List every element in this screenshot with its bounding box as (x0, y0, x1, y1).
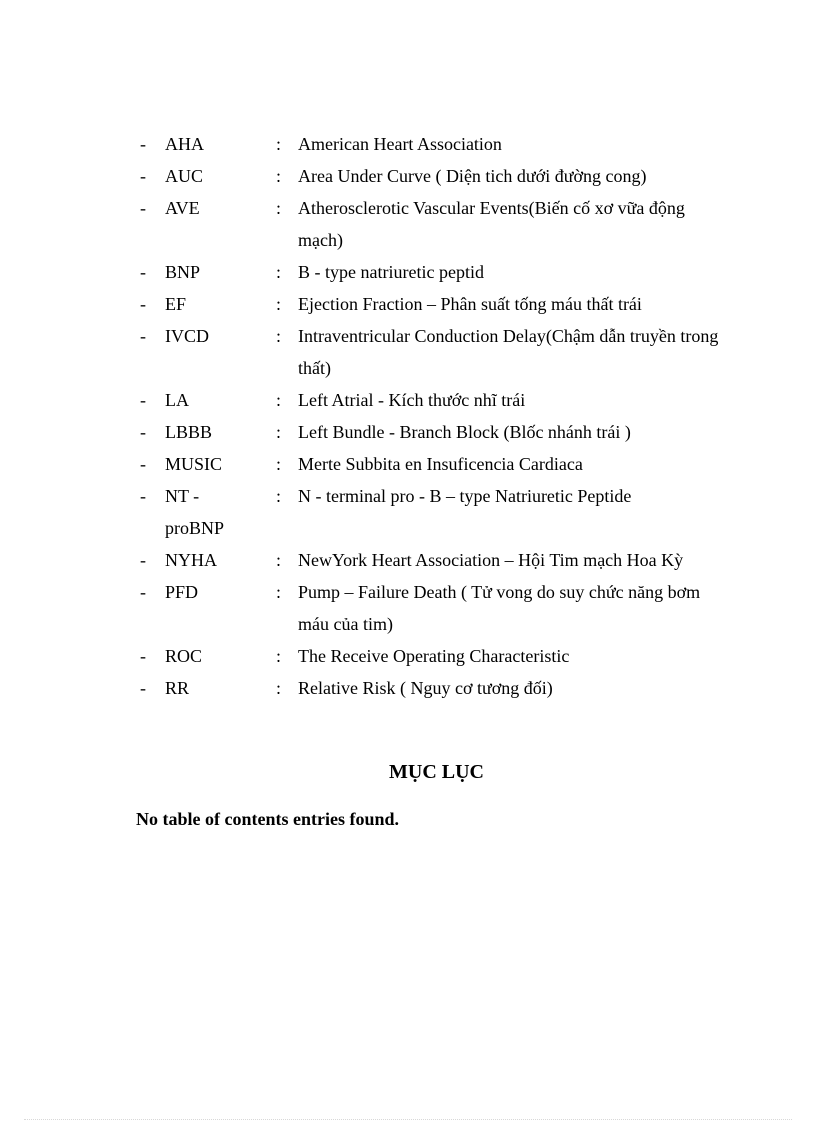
list-dash: - (140, 262, 146, 282)
separator-colon: : (276, 166, 282, 186)
abbreviation-term: AVE (165, 198, 200, 218)
abbreviation-row (0, 672, 816, 704)
abbreviation-row (0, 448, 816, 480)
list-dash: - (140, 390, 146, 410)
toc-empty-message: No table of contents entries found. (136, 809, 399, 829)
abbreviation-row (0, 128, 816, 160)
abbreviation-term: NT - proBNP (165, 486, 225, 538)
abbreviation-row (0, 192, 816, 256)
abbreviation-description: B - type natriuretic peptid (298, 262, 484, 282)
list-dash: - (140, 550, 146, 570)
abbreviation-description: Ejection Fraction – Phân suất tống máu thất trái (298, 294, 642, 314)
list-dash: - (140, 134, 146, 154)
abbreviation-row (0, 320, 816, 384)
abbreviation-description: The Receive Operating Characteristic (298, 646, 570, 666)
toc-heading: MỤC LỤC (389, 761, 484, 783)
abbreviation-term: AHA (165, 134, 204, 154)
abbreviation-row (0, 544, 816, 576)
abbreviation-row (0, 288, 816, 320)
separator-colon: : (276, 294, 282, 314)
abbreviation-row (0, 256, 816, 288)
abbreviation-term: NYHA (165, 550, 217, 570)
abbreviation-description: N - terminal pro - B – type Natriuretic Peptide (298, 486, 632, 506)
list-dash: - (140, 646, 146, 666)
abbreviation-description: Intraventricular Conduction Delay(Chậm dẫn truyền trong thất) (298, 326, 719, 378)
list-dash: - (140, 486, 146, 506)
abbreviation-term: ROC (165, 646, 203, 666)
abbreviation-description: Left Atrial - Kích thước nhĩ trái (298, 390, 526, 410)
page-bottom-divider (24, 1119, 792, 1120)
list-dash: - (140, 454, 146, 474)
abbreviation-row (0, 640, 816, 672)
abbreviation-description: Left Bundle - Branch Block (Blốc nhánh trái ) (298, 422, 631, 442)
abbreviation-term: MUSIC (165, 454, 223, 474)
abbreviation-row (0, 384, 816, 416)
separator-colon: : (276, 134, 282, 154)
abbreviation-list (0, 128, 816, 704)
separator-colon: : (276, 454, 282, 474)
abbreviation-row (0, 576, 816, 640)
separator-colon: : (276, 646, 282, 666)
list-dash: - (140, 198, 146, 218)
abbreviation-term: LBBB (165, 422, 213, 442)
separator-colon: : (276, 262, 282, 282)
separator-colon: : (276, 486, 282, 506)
abbreviation-description: Merte Subbita en Insuficencia Cardiaca (298, 454, 583, 474)
abbreviation-term: LA (165, 390, 189, 410)
abbreviation-term: PFD (165, 582, 199, 602)
abbreviation-term: BNP (165, 262, 201, 282)
abbreviation-description: Pump – Failure Death ( Tử vong do suy chức năng bơm máu của tim) (298, 582, 701, 634)
list-dash: - (140, 582, 146, 602)
separator-colon: : (276, 390, 282, 410)
separator-colon: : (276, 326, 282, 346)
separator-colon: : (276, 582, 282, 602)
list-dash: - (140, 678, 146, 698)
abbreviation-term: RR (165, 678, 190, 698)
abbreviation-row (0, 480, 816, 544)
abbreviation-description: American Heart Association (298, 134, 502, 154)
list-dash: - (140, 326, 146, 346)
list-dash: - (140, 294, 146, 314)
separator-colon: : (276, 198, 282, 218)
abbreviation-description: Atherosclerotic Vascular Events(Biến cố xơ vữa động mạch) (298, 198, 685, 250)
abbreviation-description: Relative Risk ( Nguy cơ tương đối) (298, 678, 553, 698)
abbreviation-term: IVCD (165, 326, 209, 346)
list-dash: - (140, 422, 146, 442)
separator-colon: : (276, 678, 282, 698)
separator-colon: : (276, 422, 282, 442)
abbreviation-description: Area Under Curve ( Diện tich dưới đường cong) (298, 166, 647, 186)
list-dash: - (140, 166, 146, 186)
abbreviation-term: AUC (165, 166, 204, 186)
abbreviation-description: NewYork Heart Association – Hội Tim mạch Hoa Kỳ (298, 550, 684, 570)
abbreviation-row (0, 416, 816, 448)
separator-colon: : (276, 550, 282, 570)
abbreviation-term: EF (165, 294, 187, 314)
abbreviation-row (0, 160, 816, 192)
